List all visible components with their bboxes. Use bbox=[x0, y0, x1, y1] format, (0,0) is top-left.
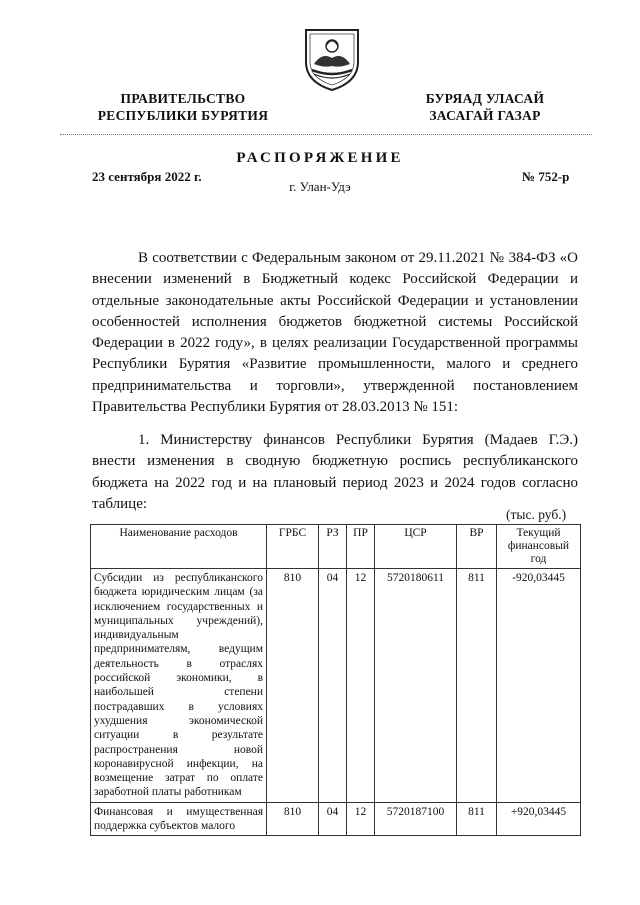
vr-cell: 811 bbox=[457, 802, 497, 836]
grbs-cell: 810 bbox=[267, 569, 319, 803]
vr-cell: 811 bbox=[457, 569, 497, 803]
column-header: ЦСР bbox=[375, 525, 457, 569]
issuer-buryat-line-1: БУРЯАД УЛАСАЙ bbox=[425, 91, 545, 106]
item-1-paragraph: 1. Министерству финансов Республики Бурятия (Мадаев Г.Э.) внести изменения в сводную бюджетную роспись республиканского бюджета на 2022 год и на плановый период 2023 и 2024 годов согласно таблице: bbox=[92, 432, 578, 512]
issuer-line-2: РЕСПУБЛИКИ БУРЯТИЯ bbox=[97, 108, 269, 123]
column-header: Наименование расходов bbox=[91, 525, 267, 569]
csr-cell: 5720180611 bbox=[375, 569, 457, 803]
budget-table bbox=[90, 524, 581, 836]
amount-cell: +920,03445 bbox=[497, 802, 581, 836]
table-row bbox=[91, 802, 581, 836]
table-row bbox=[91, 569, 581, 803]
header-divider bbox=[60, 134, 592, 135]
expense-name-cell: Финансовая и имущественная поддержка субъектов малого bbox=[91, 802, 267, 836]
document-date: 23 сентября 2022 г. bbox=[92, 169, 202, 184]
rz-cell: 04 bbox=[319, 802, 347, 836]
issuer-name-buryat bbox=[370, 90, 600, 124]
grbs-cell: 810 bbox=[267, 802, 319, 836]
column-header: ПР bbox=[347, 525, 375, 569]
column-header: Текущий финансовый год bbox=[497, 525, 581, 569]
csr-cell: 5720187100 bbox=[375, 802, 457, 836]
pr-cell: 12 bbox=[347, 569, 375, 803]
issuer-name-russian bbox=[68, 90, 298, 124]
amount-cell: -920,03445 bbox=[497, 569, 581, 803]
table-header-row bbox=[91, 525, 581, 569]
issuer-line-1: ПРАВИТЕЛЬСТВО bbox=[120, 91, 246, 106]
preamble-paragraph: В соответствии с Федеральным законом от 29.11.2021 № 384-ФЗ «О внесении изменений в Бюджетный кодекс Российской Федерации и отдельные законодательные акты Российской Федерации и установлении особенностей исполнения бюджетов бюджетной системы Российской Федерации в 2022 году», в целях реализации Государственной программы Республики Бурятия «Развитие промышленности, малого и среднего предпринимательства и торговли», утвержденной постановлением Правительства Республики Бурятия от 28.03.2013 № 151: bbox=[92, 250, 578, 416]
document-number: № 752-р bbox=[522, 169, 570, 184]
column-header: ВР bbox=[457, 525, 497, 569]
issuer-buryat-line-2: ЗАСАГАЙ ГАЗАР bbox=[429, 108, 541, 123]
pr-cell: 12 bbox=[347, 802, 375, 836]
buryatia-coat-of-arms-icon bbox=[300, 22, 364, 92]
document-title: РАСПОРЯЖЕНИЕ bbox=[236, 150, 404, 166]
column-header: ГРБС bbox=[267, 525, 319, 569]
document-city: г. Улан-Удэ bbox=[289, 179, 351, 194]
column-header: РЗ bbox=[319, 525, 347, 569]
units-label: (тыс. руб.) bbox=[506, 507, 567, 522]
expense-name-cell: Субсидии из республиканского бюджета юридическим лицам (за исключением государственных и муниципальных учреждений), индивидуальным предпринимателям, ведущим деятельность в отраслях российской экономики, в наибольшей степени пострадавших в условиях ухудшения экономической ситуации в результате распространения новой коронавирусной инфекции, на возмещение затрат по оплате заработной платы работникам bbox=[91, 569, 267, 803]
rz-cell: 04 bbox=[319, 569, 347, 803]
